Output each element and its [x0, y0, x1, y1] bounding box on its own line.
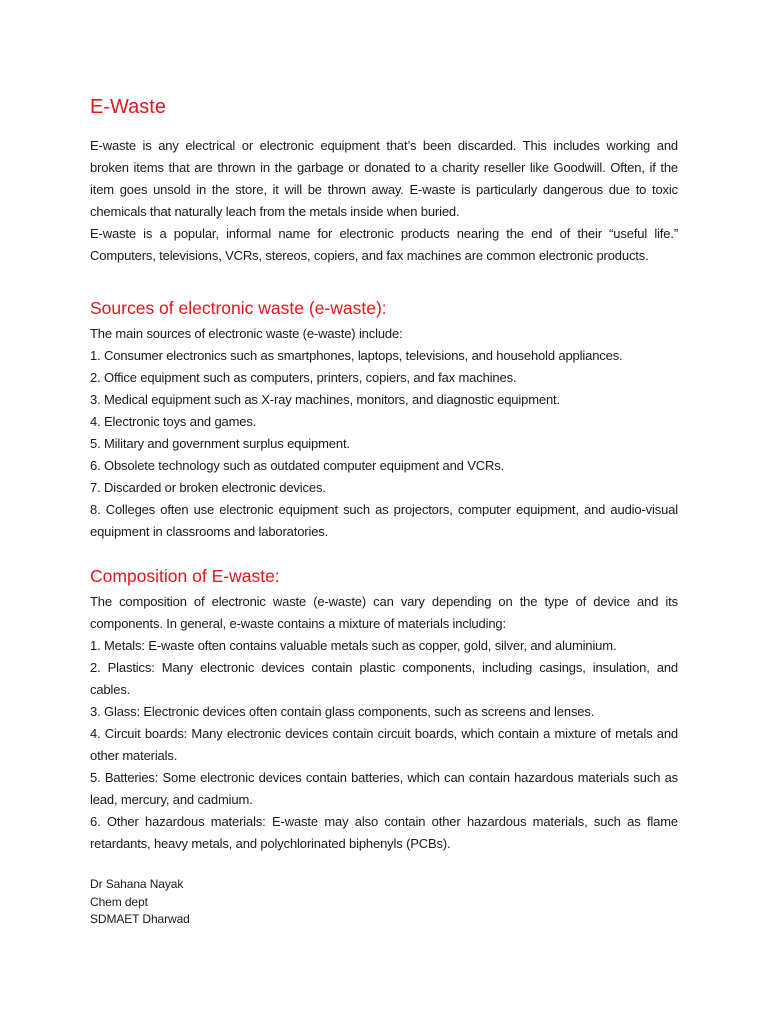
page-title: E-Waste [90, 96, 166, 118]
sources-item-4: 4. Electronic toys and games. [90, 414, 257, 429]
composition-lead: The composition of electronic waste (e-waste) can vary depending on the type of device and its components. In general, e-waste contains a mixture of materials including: [90, 594, 678, 631]
composition-item-6: 6. Other hazardous materials: E-waste may also contain other hazardous materials, such as flame retardants, heavy metals, and polychlorinated biphenyls (PCBs). [90, 814, 678, 851]
signature-name: Dr Sahana Nayak [90, 877, 184, 891]
document-page [90, 93, 678, 929]
composition-item-4: 4. Circuit boards: Many electronic devices contain circuit boards, which contain a mixture of metals and other materials. [90, 726, 678, 763]
sources-item-6: 6. Obsolete technology such as outdated computer equipment and VCRs. [90, 458, 505, 473]
intro-paragraph-2: E-waste is a popular, informal name for electronic products nearing the end of their “useful life.” Computers, televisions, VCRs, stereos, copiers, and fax machines are common electronic products. [90, 226, 678, 263]
composition-item-1: 1. Metals: E-waste often contains valuable metals such as copper, gold, silver, and aluminium. [90, 638, 617, 653]
sources-section [90, 295, 678, 543]
sources-item-7: 7. Discarded or broken electronic devices. [90, 480, 326, 495]
composition-heading: Composition of E-waste: [90, 566, 280, 586]
composition-item-5: 5. Batteries: Some electronic devices contain batteries, which can contain hazardous materials such as lead, mercury, and cadmium. [90, 770, 678, 807]
sources-item-3: 3. Medical equipment such as X-ray machines, monitors, and diagnostic equipment. [90, 392, 560, 407]
intro-paragraph-1: E-waste is any electrical or electronic equipment that’s been discarded. This includes working and broken items that are thrown in the garbage or donated to a charity reseller like Goodwill. Often, if the item goes unsold in the store, it will be thrown away. E-waste is particularly dangerous due to toxic chemicals that naturally leach from the metals inside when buried. [90, 138, 678, 219]
sources-lead: The main sources of electronic waste (e-waste) include: [90, 326, 403, 341]
sources-item-2: 2. Office equipment such as computers, printers, copiers, and fax machines. [90, 370, 517, 385]
composition-item-3: 3. Glass: Electronic devices often contain glass components, such as screens and lenses. [90, 704, 595, 719]
sources-heading: Sources of electronic waste (e-waste): [90, 298, 387, 318]
sources-item-8: 8. Colleges often use electronic equipment such as projectors, computer equipment, and audio-visual equipment in classrooms and laboratories. [90, 502, 678, 539]
composition-item-2: 2. Plastics: Many electronic devices contain plastic components, including casings, insulation, and cables. [90, 660, 678, 697]
sources-item-1: 1. Consumer electronics such as smartphones, laptops, televisions, and household appliances. [90, 348, 623, 363]
signature-block [90, 876, 678, 929]
signature-institution: SDMAET Dharwad [90, 912, 190, 926]
composition-section [90, 563, 678, 855]
sources-item-5: 5. Military and government surplus equipment. [90, 436, 350, 451]
signature-dept: Chem dept [90, 894, 148, 909]
